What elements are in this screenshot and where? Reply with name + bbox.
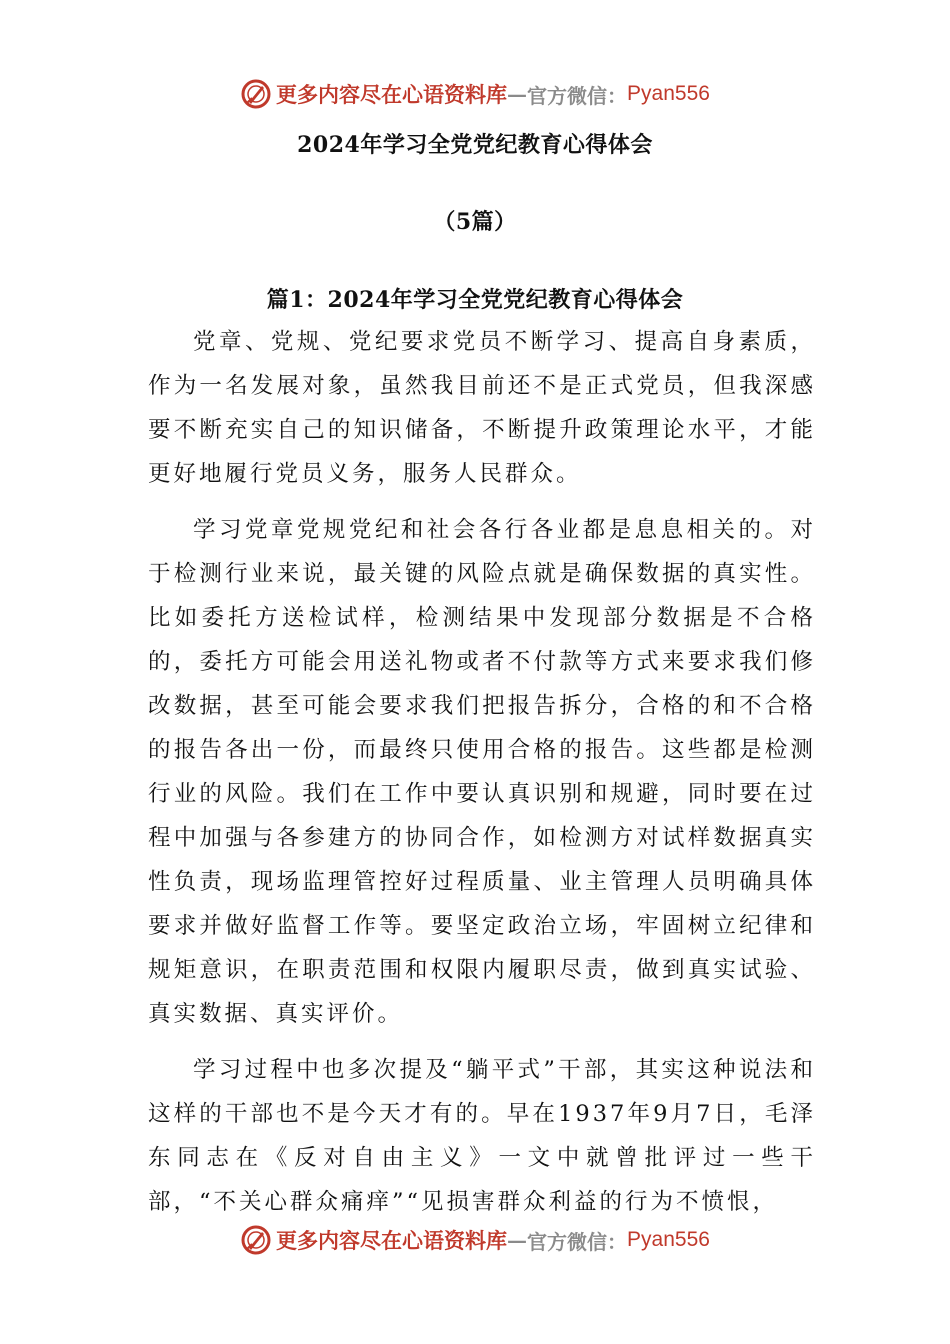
paragraph: 学习过程中也多次提及“躺平式”干部，其实这种说法和这样的干部也不是今天才有的。早在1937年9月7日，毛泽东同志在《反对自由主义》一文中就曾批评过一些干部，“不关心群众痛痒”“见损害群众利益的行为不愤恨， <box>148 1057 816 1215</box>
banner-wechat-label: 官方微信： <box>527 1229 628 1254</box>
banner-wechat-id: Pyan556 <box>627 82 710 105</box>
brand-logo-icon <box>240 1224 272 1256</box>
footer-banner <box>0 1220 950 1260</box>
paragraph: 党章、党规、党纪要求党员不断学习、提高自身素质，作为一名发展对象，虽然我目前还不是正式党员，但我深感要不断充实自己的知识储备，不断提升政策理论水平，才能更好地履行党员义务，服务人民群众。 <box>148 329 816 487</box>
brand-logo-icon <box>240 78 272 110</box>
banner-wechat-label: 官方微信： <box>527 83 628 108</box>
banner-wechat-id: Pyan556 <box>627 1228 710 1251</box>
document-count: （5篇） <box>433 209 517 235</box>
banner-text: 更多内容尽在心语资料库 <box>276 1228 508 1253</box>
banner-text: 更多内容尽在心语资料库 <box>276 82 508 107</box>
document-title: 2024年学习全党党纪教育心得体会 <box>297 132 653 158</box>
banner-separator: — <box>507 82 528 106</box>
document-body <box>148 320 816 1224</box>
chapter-title: 篇1：2024年学习全党党纪教育心得体会 <box>266 287 684 313</box>
banner-separator: — <box>507 1228 528 1252</box>
header-banner <box>0 74 950 114</box>
paragraph: 学习党章党规党纪和社会各行各业都是息息相关的。对于检测行业来说，最关键的风险点就是确保数据的真实性。比如委托方送检试样，检测结果中发现部分数据是不合格的，委托方可能会用送礼物或者不付款等方式来要求我们修改数据，甚至可能会要求我们把报告拆分，合格的和不合格的报告各出一份，而最终只使用合格的报告。这些都是检测行业的风险。我们在工作中要认真识别和规避，同时要在过程中加强与各参建方的协同合作，如检测方对试样数据真实性负责，现场监理管控好过程质量、业主管理人员明确具体要求并做好监督工作等。要坚定政治立场，牢固树立纪律和规矩意识，在职责范围和权限内履职尽责，做到真实试验、真实数据、真实评价。 <box>148 517 816 1027</box>
